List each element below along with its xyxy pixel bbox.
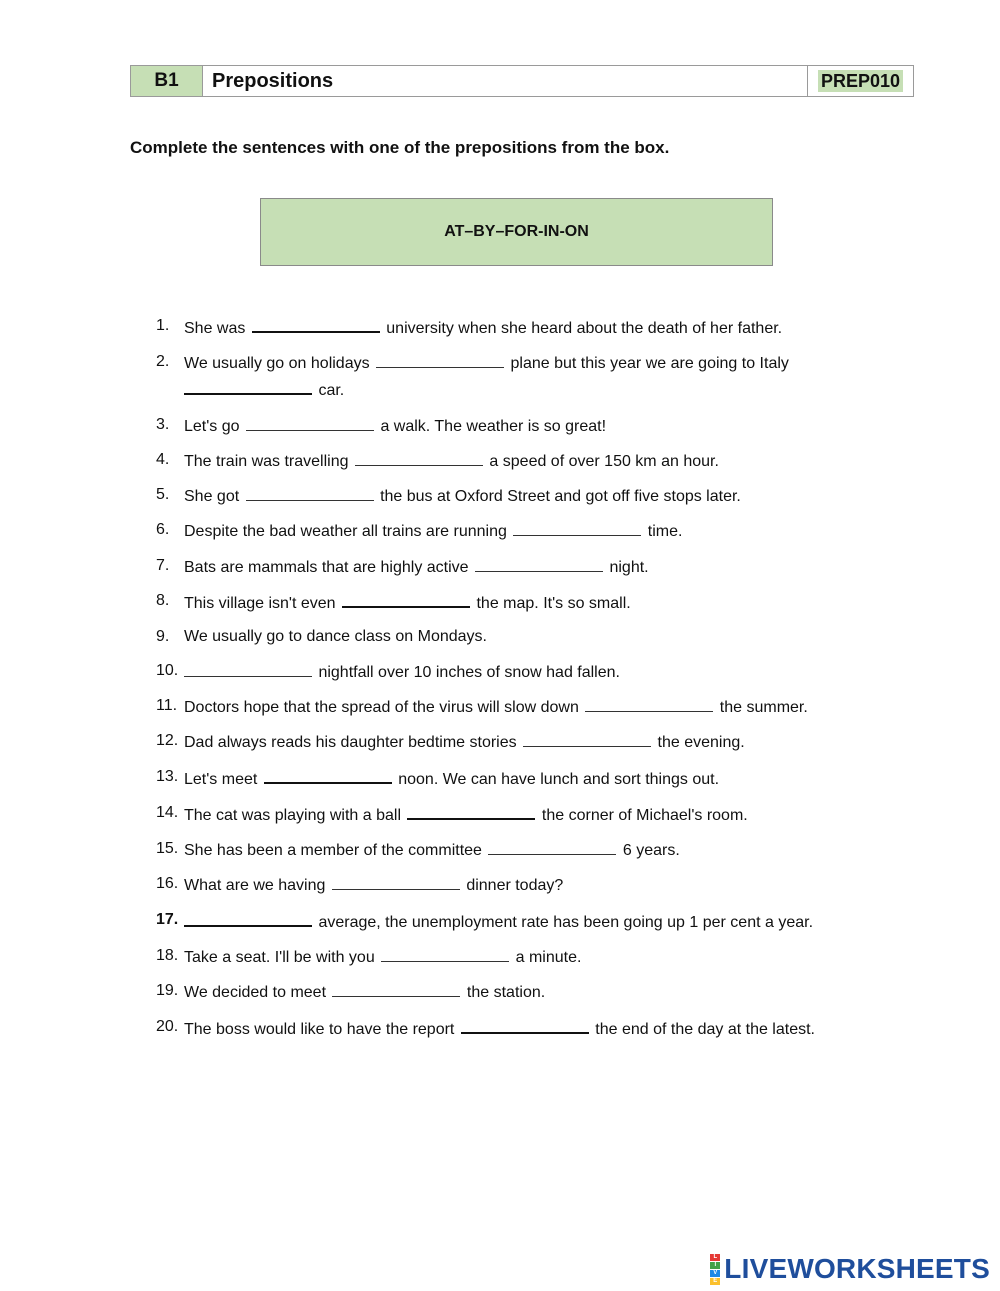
exercise-item-19: [156, 979, 876, 1005]
item-text-after: noon. We can have lunch and sort things out.: [398, 770, 720, 788]
item-text-after: 6 years.: [622, 842, 680, 860]
answer-blank-2b[interactable]: [184, 376, 312, 395]
item-number: 10.: [156, 661, 179, 679]
item-number: 18.: [156, 947, 179, 965]
answer-blank-13[interactable]: [264, 765, 392, 784]
item-number: 6.: [156, 521, 170, 539]
answer-blank-3[interactable]: [246, 413, 374, 431]
item-number: 4.: [156, 450, 170, 468]
logo-letter: E: [710, 1278, 720, 1285]
item-text-before: The cat was playing with a ball: [184, 806, 401, 824]
exercise-item-3: [156, 413, 876, 439]
exercise-item-11: [156, 694, 876, 720]
liveworksheets-wordmark: LIVEWORKSHEETS: [724, 1253, 990, 1284]
item-text-before: Let's go: [184, 417, 240, 435]
answer-blank-20[interactable]: [461, 1015, 589, 1034]
item-number: 13.: [156, 767, 179, 785]
item-text-before: She got: [184, 488, 240, 506]
preposition-box: [260, 198, 773, 266]
item-text-after: a speed of over 150 km an hour.: [489, 452, 719, 470]
exercise-item-20: [156, 1015, 876, 1042]
item-text-before: Despite the bad weather all trains are running: [184, 523, 507, 541]
answer-blank-5[interactable]: [246, 483, 374, 501]
worksheet-code-cell: [808, 66, 914, 97]
instruction-text: Complete the sentences with one of the prepositions from the box.: [130, 138, 670, 157]
item-text-after: nightfall over 10 inches of snow had fallen.: [318, 663, 620, 681]
item-text-after: night.: [609, 558, 649, 576]
item-text-before: Bats are mammals that are highly active: [184, 558, 469, 576]
answer-blank-18[interactable]: [381, 944, 509, 962]
item-text-after: dinner today?: [466, 877, 564, 895]
item-number: 8.: [156, 592, 170, 610]
item-text-after: a minute.: [515, 949, 582, 967]
exercise-item-16: [156, 872, 876, 898]
level-cell: B1: [131, 66, 203, 97]
item-number: 17.: [156, 910, 179, 928]
answer-blank-10[interactable]: [184, 659, 312, 677]
liveworksheets-icon: [710, 1254, 720, 1285]
item-text-after: average, the unemployment rate has been going up 1 per cent a year.: [318, 913, 814, 931]
exercise-list: [156, 314, 876, 1051]
item-text-before: She has been a member of the committee: [184, 842, 482, 860]
answer-blank-15[interactable]: [488, 837, 616, 855]
item-text-before: This village isn't even: [184, 595, 336, 613]
item-text-before: Take a seat. I'll be with you: [184, 949, 375, 967]
answer-blank-12[interactable]: [523, 729, 651, 747]
item-number: 16.: [156, 875, 179, 893]
item-text-after: time.: [647, 523, 683, 541]
answer-blank-1[interactable]: [252, 314, 380, 333]
logo-letter: I: [710, 1262, 720, 1269]
header-table: [130, 65, 914, 97]
item-text-after: the summer.: [719, 698, 808, 716]
exercise-item-10: [156, 659, 876, 685]
answer-blank-7[interactable]: [475, 554, 603, 572]
exercise-item-17: [156, 908, 876, 935]
item-number: 11.: [156, 696, 178, 714]
exercise-item-5: [156, 483, 876, 509]
item-text-before: The train was travelling: [184, 452, 349, 470]
item-text-before: Let's meet: [184, 770, 258, 788]
item-text-before: We usually go on holidays: [184, 355, 370, 373]
item-text-after: plane but this year we are going to Italy: [510, 355, 789, 373]
item-number: 14.: [156, 803, 179, 821]
worksheet-title: Prepositions: [203, 66, 808, 97]
logo-letter: L: [710, 1254, 720, 1261]
item-text-after: the station.: [466, 984, 546, 1002]
item-text-after: the bus at Oxford Street and got off five stops later.: [380, 488, 741, 506]
item-number: 1.: [156, 317, 170, 334]
item-number: 3.: [156, 415, 170, 433]
logo-letter: V: [710, 1270, 720, 1277]
item-number: 9.: [156, 628, 170, 646]
exercise-item-15: [156, 837, 876, 863]
item-number: 5.: [156, 486, 170, 504]
liveworksheets-logo[interactable]: [710, 1253, 990, 1285]
answer-blank-17[interactable]: [184, 908, 312, 927]
item-text-before: The boss would like to have the report: [184, 1020, 455, 1038]
answer-blank-14[interactable]: [407, 801, 535, 820]
exercise-item-8: [156, 589, 876, 616]
item-text-before: Doctors hope that the spread of the virus will slow down: [184, 698, 579, 716]
worksheet-code: PREP010: [818, 70, 903, 92]
exercise-item-9: [156, 625, 876, 649]
exercise-item-7: [156, 554, 876, 580]
item-number: 15.: [156, 840, 179, 858]
answer-blank-6[interactable]: [513, 518, 641, 536]
answer-blank-2a[interactable]: [376, 350, 504, 368]
exercise-item-12: [156, 729, 876, 755]
item-text-after: the corner of Michael's room.: [541, 806, 748, 824]
item-text-after-2: car.: [318, 382, 345, 400]
item-number: 19.: [156, 982, 179, 1000]
item-text-before: Dad always reads his daughter bedtime stories: [184, 734, 517, 752]
item-text-after: the map. It's so small.: [476, 595, 631, 613]
exercise-item-18: [156, 944, 876, 970]
preposition-list: AT–BY–FOR-IN-ON: [444, 223, 589, 240]
item-text-before: She was: [184, 320, 246, 337]
exercise-item-14: [156, 801, 876, 828]
item-number: 20.: [156, 1017, 179, 1035]
answer-blank-8[interactable]: [342, 589, 470, 608]
item-text-after: a walk. The weather is so great!: [380, 417, 607, 435]
exercise-item-6: [156, 518, 876, 544]
answer-blank-11[interactable]: [585, 694, 713, 712]
answer-blank-19[interactable]: [332, 979, 460, 997]
item-text-after: the end of the day at the latest.: [595, 1020, 815, 1038]
item-text: We usually go to dance class on Mondays.: [184, 628, 487, 646]
answer-blank-16[interactable]: [332, 872, 460, 890]
exercise-item-4: [156, 448, 876, 474]
exercise-item-13: [156, 765, 876, 792]
item-number: 12.: [156, 732, 179, 750]
item-text-after: the evening.: [657, 734, 745, 752]
item-text-before: We decided to meet: [184, 984, 327, 1002]
item-text-before: What are we having: [184, 877, 326, 895]
item-number: 2.: [156, 353, 170, 371]
exercise-item-1: [156, 314, 876, 341]
exercise-item-2: [156, 350, 876, 403]
item-number: 7.: [156, 556, 170, 574]
answer-blank-4[interactable]: [355, 448, 483, 466]
item-text-after: university when she heard about the death of her father.: [386, 320, 783, 337]
